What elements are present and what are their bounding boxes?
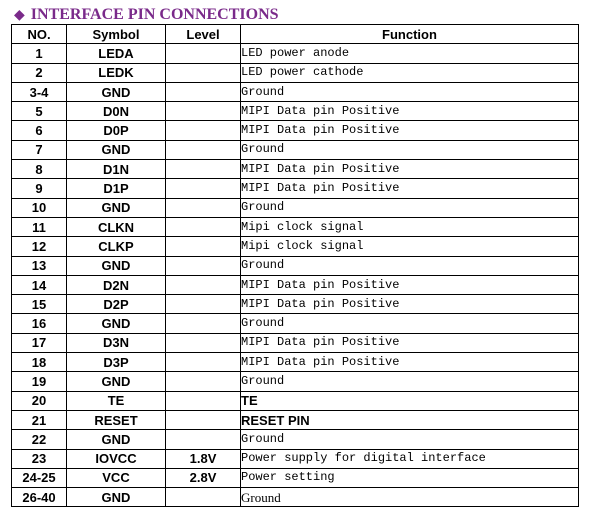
pin-level-cell [166, 160, 241, 179]
table-body [12, 44, 579, 507]
pin-level-cell [166, 391, 241, 410]
pin-function-cell: MIPI Data pin Positive [241, 275, 579, 294]
column-header-no: NO. [12, 25, 67, 44]
table-row [12, 179, 579, 198]
pin-level-cell [166, 275, 241, 294]
section-title-text: INTERFACE PIN CONNECTIONS [30, 6, 279, 23]
table-header-row [12, 25, 579, 44]
pin-function-cell: Ground [241, 372, 579, 391]
pin-number-cell: 13 [12, 256, 67, 275]
pin-number-cell: 14 [12, 275, 67, 294]
pin-function-cell: MIPI Data pin Positive [241, 102, 579, 121]
pin-level-cell [166, 44, 241, 63]
pin-function-cell: MIPI Data pin Positive [241, 160, 579, 179]
pin-number-cell: 1 [12, 44, 67, 63]
table-row [12, 140, 579, 159]
pin-number-cell: 23 [12, 449, 67, 468]
pin-function-cell: Mipi clock signal [241, 237, 579, 256]
table-row [12, 314, 579, 333]
table-row [12, 391, 579, 410]
pin-function-cell: Power setting [241, 468, 579, 487]
pin-number-cell: 22 [12, 430, 67, 449]
pin-symbol-cell: TE [67, 391, 166, 410]
pin-level-cell [166, 63, 241, 82]
table-row [12, 44, 579, 63]
table-row [12, 295, 579, 314]
pin-number-cell: 15 [12, 295, 67, 314]
pin-number-cell: 18 [12, 353, 67, 372]
pin-function-cell: Ground [241, 314, 579, 333]
pin-symbol-cell: D1N [67, 160, 166, 179]
pin-level-cell [166, 198, 241, 217]
pin-number-cell: 3-4 [12, 82, 67, 101]
pin-level-cell: 2.8V [166, 468, 241, 487]
table-row [12, 353, 579, 372]
pin-level-cell [166, 140, 241, 159]
pin-symbol-cell: GND [67, 314, 166, 333]
pin-number-cell: 21 [12, 410, 67, 429]
pin-number-cell: 11 [12, 217, 67, 236]
table-row [12, 449, 579, 468]
pin-level-cell [166, 333, 241, 352]
pin-function-cell: TE [241, 391, 579, 410]
pin-connections-table [11, 24, 579, 507]
pin-number-cell: 7 [12, 140, 67, 159]
column-header-level: Level [166, 25, 241, 44]
pin-number-cell: 19 [12, 372, 67, 391]
pin-symbol-cell: D0N [67, 102, 166, 121]
table-row [12, 488, 579, 507]
pin-function-cell: MIPI Data pin Positive [241, 295, 579, 314]
pin-number-cell: 17 [12, 333, 67, 352]
table-row [12, 63, 579, 82]
pin-function-cell: RESET PIN [241, 410, 579, 429]
table-row [12, 121, 579, 140]
pin-level-cell [166, 217, 241, 236]
pin-symbol-cell: RESET [67, 410, 166, 429]
pin-level-cell [166, 295, 241, 314]
table-row [12, 430, 579, 449]
pin-level-cell [166, 179, 241, 198]
pin-symbol-cell: GND [67, 488, 166, 507]
pin-symbol-cell: D0P [67, 121, 166, 140]
pin-symbol-cell: LEDA [67, 44, 166, 63]
pin-symbol-cell: D1P [67, 179, 166, 198]
pin-symbol-cell: CLKP [67, 237, 166, 256]
pin-number-cell: 16 [12, 314, 67, 333]
table-row [12, 410, 579, 429]
pin-level-cell [166, 237, 241, 256]
pin-symbol-cell: IOVCC [67, 449, 166, 468]
pin-symbol-cell: GND [67, 372, 166, 391]
column-header-function: Function [241, 25, 579, 44]
pin-symbol-cell: GND [67, 140, 166, 159]
pin-number-cell: 20 [12, 391, 67, 410]
pin-function-cell: MIPI Data pin Positive [241, 179, 579, 198]
pin-number-cell: 5 [12, 102, 67, 121]
pin-symbol-cell: GND [67, 256, 166, 275]
pin-number-cell: 2 [12, 63, 67, 82]
pin-number-cell: 6 [12, 121, 67, 140]
pin-symbol-cell: D2N [67, 275, 166, 294]
pin-number-cell: 9 [12, 179, 67, 198]
pin-level-cell [166, 314, 241, 333]
diamond-bullet-icon: ◆ [14, 7, 25, 23]
table-row [12, 160, 579, 179]
pin-level-cell [166, 488, 241, 507]
table-row [12, 333, 579, 352]
pin-function-cell: MIPI Data pin Positive [241, 353, 579, 372]
pin-level-cell [166, 372, 241, 391]
pin-function-cell: Ground [241, 256, 579, 275]
table-row [12, 275, 579, 294]
pin-function-cell: MIPI Data pin Positive [241, 121, 579, 140]
pin-function-cell: Ground [241, 488, 579, 507]
pin-function-cell: Ground [241, 82, 579, 101]
pin-symbol-cell: D3N [67, 333, 166, 352]
pin-number-cell: 24-25 [12, 468, 67, 487]
pin-function-cell: Ground [241, 198, 579, 217]
pin-number-cell: 12 [12, 237, 67, 256]
pin-level-cell [166, 353, 241, 372]
pin-level-cell [166, 82, 241, 101]
pin-level-cell: 1.8V [166, 449, 241, 468]
pin-number-cell: 26-40 [12, 488, 67, 507]
pin-symbol-cell: D3P [67, 353, 166, 372]
pin-symbol-cell: CLKN [67, 217, 166, 236]
pin-function-cell: MIPI Data pin Positive [241, 333, 579, 352]
table-row [12, 102, 579, 121]
column-header-symbol: Symbol [67, 25, 166, 44]
table-row [12, 237, 579, 256]
pin-level-cell [166, 102, 241, 121]
table-row [12, 372, 579, 391]
pin-symbol-cell: VCC [67, 468, 166, 487]
pin-level-cell [166, 430, 241, 449]
pin-number-cell: 8 [12, 160, 67, 179]
pin-function-cell: Ground [241, 140, 579, 159]
pin-symbol-cell: GND [67, 430, 166, 449]
pin-symbol-cell: LEDK [67, 63, 166, 82]
table-row [12, 82, 579, 101]
pin-level-cell [166, 121, 241, 140]
pin-function-cell: Ground [241, 430, 579, 449]
pin-symbol-cell: D2P [67, 295, 166, 314]
table-row [12, 198, 579, 217]
section-title [14, 4, 279, 26]
table-row [12, 256, 579, 275]
pin-symbol-cell: GND [67, 198, 166, 217]
pin-function-cell: LED power anode [241, 44, 579, 63]
pin-function-cell: Power supply for digital interface [241, 449, 579, 468]
pin-function-cell: LED power cathode [241, 63, 579, 82]
pin-symbol-cell: GND [67, 82, 166, 101]
pin-function-cell: Mipi clock signal [241, 217, 579, 236]
pin-level-cell [166, 256, 241, 275]
table-row [12, 468, 579, 487]
pin-level-cell [166, 410, 241, 429]
table-row [12, 217, 579, 236]
pin-number-cell: 10 [12, 198, 67, 217]
